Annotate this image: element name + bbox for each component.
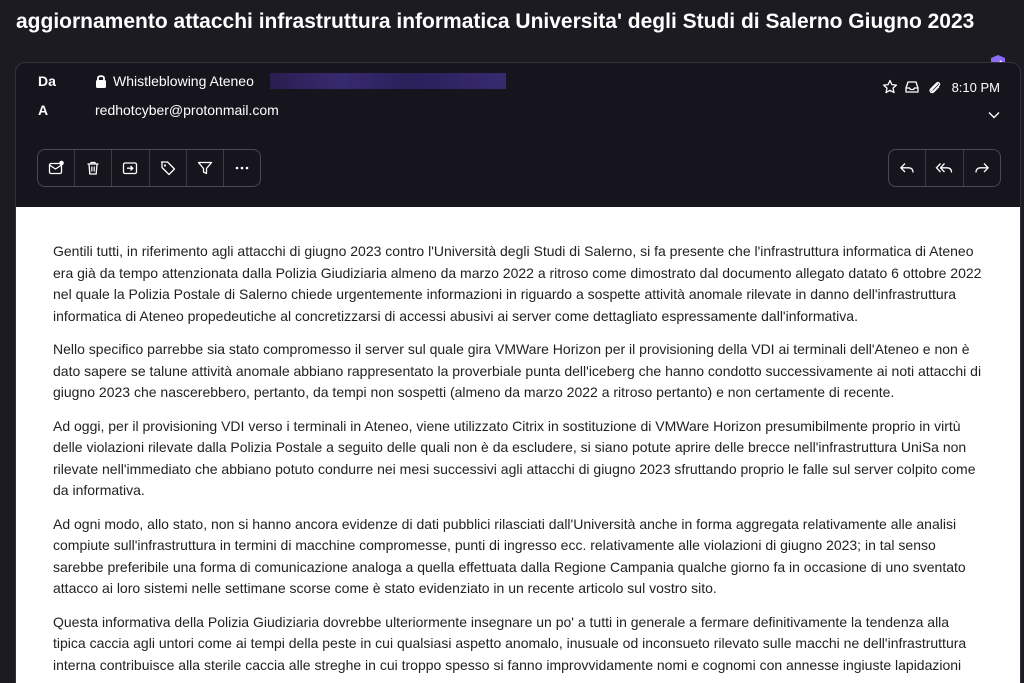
reply-icon [899,160,915,176]
body-paragraph: Ad ogni modo, allo stato, non si hanno ancora evidenze di dati pubblici rilasciati dall'Università anche in forma aggregata relativamente alle analisi compiute sull'infrastruttura in termini di macchine compromesse, punti di ingresso ecc. relativamente alle violazioni di giugno 2023; in tal senso sarebbe preferibile una forma di comunicazione analoga a quella effettuata dalla Regione Campania qualche giorno fa in occasione di uno sventato attacco ai loro sistemi nelle settimane scorse come è stato evidenziato in un recente articolo sul vostro sito. [53,515,966,596]
message-toolbar [37,149,261,187]
message-body[interactable] [16,207,1020,683]
body-paragraph: Nello specifico parrebbe sia stato compromesso il server sul quale gira VMWare Horizon per il provisioning della VDI ai terminali dell'Ateneo e non è dato sapere se talune attività anomale abbiano rappresentato la proverbiale punta dell'iceberg che hanno condotto successivamente ai noti attacchi di giugno 2023 che nascerebbero, pertanto, da tempi non sospetti (almeno da marzo 2022 a ritroso pertanto) e non certamente di recente. [53,341,982,400]
move-icon [122,160,138,176]
sender[interactable] [95,73,506,89]
message-body-text [16,207,1020,676]
mark-unread-icon [48,160,64,176]
from-label: Da [38,73,56,89]
reply-all-button[interactable] [926,150,963,186]
chevron-down-icon[interactable] [988,111,1000,119]
to-label: A [38,102,49,118]
lock-icon [95,74,107,88]
delete-button[interactable] [75,150,112,186]
message-time: 8:10 PM [951,79,1000,95]
reply-button[interactable] [889,150,926,186]
paperclip-icon [926,79,942,95]
body-paragraph: Gentili tutti, in riferimento agli attacchi di giugno 2023 contro l'Università degli Studi di Salerno, si fa presente che l'infrastruttura informatica di Ateneo era già da tempo attenzionata dalla Polizia Giudiziaria almeno da marzo 2022 a ritroso come dimostrato dal documento allegato datato 6 ottobre 2022 nel quale la Polizia Postale di Salerno chiede urgentemente informazioni in riguardo a sospette attività anomale rilevate in danno dell'infrastruttura informatica di Ateneo propedeutiche al concretizzarsi di accessi abusivi ai server come dettagliato espressamente dall'informativa. [53,243,982,324]
star-icon[interactable] [882,79,898,95]
sender-name: Whistleblowing Ateneo [113,73,254,89]
filter-button[interactable] [187,150,224,186]
trash-icon [85,160,101,176]
header-actions [882,79,1000,95]
filter-icon [197,160,213,176]
more-icon [234,160,250,176]
redacted-address [270,73,506,89]
move-button[interactable] [112,150,149,186]
email-subject: aggiornamento attacchi infrastruttura informatica Universita' degli Studi di Salerno Giugno 2023 [16,10,975,33]
inbox-icon[interactable] [904,79,920,95]
more-button[interactable] [224,150,260,186]
reply-all-icon [935,160,953,176]
forward-button[interactable] [964,150,1000,186]
reply-toolbar [888,149,1001,187]
label-icon [160,160,176,176]
recipient-address[interactable]: redhotcyber@protonmail.com [95,102,279,118]
body-paragraph: Questa informativa della Polizia Giudiziaria dovrebbe ulteriormente insegnare un po' a tutti in generale a fermare definitivamente la tendenza alla tipica caccia agli untori come ai tempi della peste in cui qualsiasi aspetto anomalo, inusuale od inconsueto rilevato sulle macchi ne dell'infrastruttura interna contribuisce alla sterile caccia alle streghe in cui troppo spesso si fanno improvvidamente nomi e cognomi con annesse ingiuste lapidazioni [53,613,967,673]
forward-icon [974,160,990,176]
mark-unread-button[interactable] [38,150,75,186]
body-paragraph: Ad oggi, per il provisioning VDI verso i terminali in Ateneo, viene utilizzato Citrix in sostituzione di VMWare Horizon presumibilmente proprio in virtù delle violazioni rilevate dalla Polizia Postale a seguito delle quali non è da escludere, si siano potute aprire delle brecce nell'infrastruttura UniSa non rilevate nell'immediato che abbiano potuto condurre nei mesi successivi agli attacchi di giugno 2023 sfruttando proprio le falle sul server colpito come da informativa. [53,417,976,498]
label-button[interactable] [150,150,187,186]
